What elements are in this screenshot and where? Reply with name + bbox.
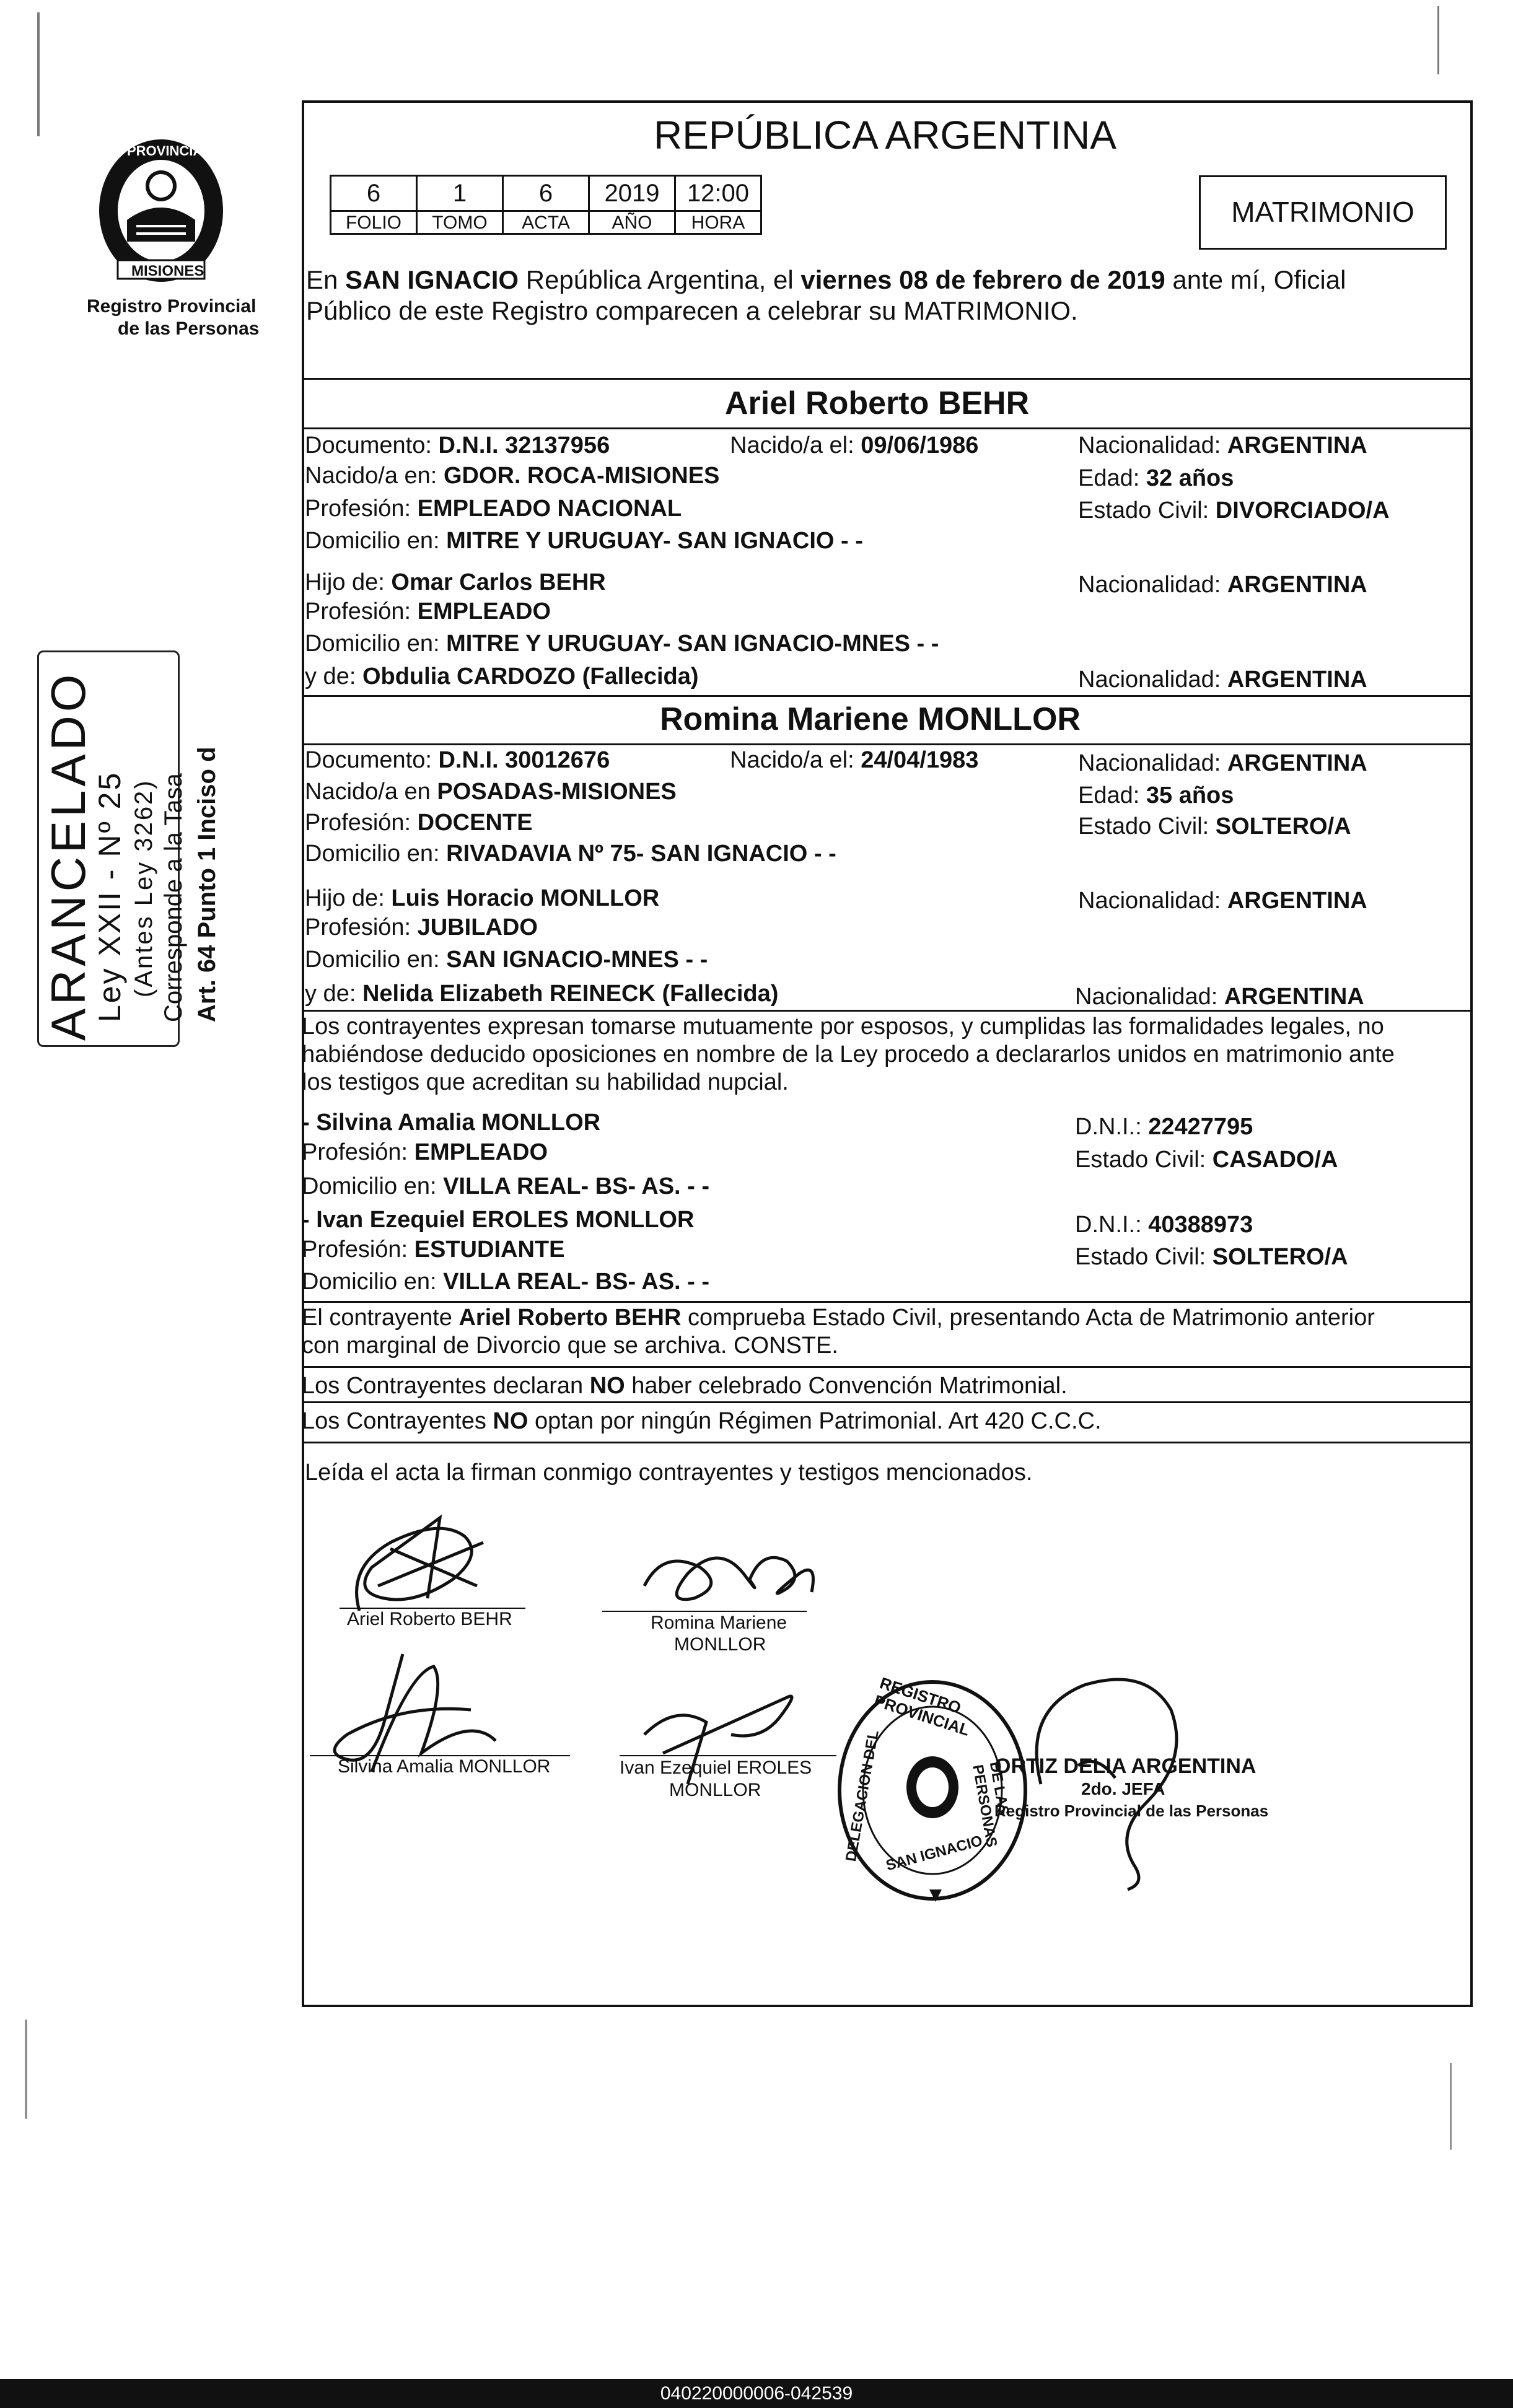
spouse1-father-address: Domicilio en: MITRE Y URUGUAY- SAN IGNACIO-MNES - - — [305, 631, 939, 657]
spouse2-father-address: Domicilio en: SAN IGNACIO-MNES - - — [305, 947, 708, 973]
spouse1-profession: Profesión: EMPLEADO NACIONAL — [305, 496, 682, 522]
margin-stamp — [25, 650, 223, 1047]
divorce-note-line-2: con marginal de Divorcio que se archiva. CONSTE. — [302, 1333, 838, 1359]
margin-stamp-line-2: Ley XXII - Nº 25 — [92, 771, 127, 1022]
divider — [302, 695, 1473, 697]
hora-value: 12:00 — [686, 180, 750, 207]
seal-label-center: SAN IGNACIO — [884, 1832, 985, 1875]
spouse2-birthdate: Nacido/a el: 24/04/1983 — [730, 747, 979, 773]
document-type-label: MATRIMONIO — [1231, 196, 1414, 228]
signature-official — [1004, 1660, 1190, 1896]
spouse1-birthplace: Nacido/a en: GDOR. ROCA-MISIONES — [305, 463, 720, 489]
spouse1-civil-status: Estado Civil: DIVORCIADO/A — [1078, 497, 1390, 523]
spouse1-father-nationality: Nacionalidad: ARGENTINA — [1078, 572, 1367, 598]
margin-stamp-line-4: Corresponde a la Tasa — [160, 773, 187, 1022]
ano-value: 2019 — [604, 180, 660, 207]
spouse2-father-nationality: Nacionalidad: ARGENTINA — [1078, 888, 1367, 914]
witness2-profession: Profesión: ESTUDIANTE — [302, 1237, 565, 1263]
spouse1-mother: y de: Obdulia CARDOZO (Fallecida) — [305, 663, 699, 690]
spouse1-age: Edad: 32 años — [1078, 465, 1234, 491]
spouse1-document: Documento: D.N.I. 32137956 — [305, 432, 610, 458]
footer-document-code: 040220000006-042539 — [0, 2379, 1513, 2408]
witness2-name: - Ivan Ezequiel EROLES MONLLOR — [302, 1207, 695, 1233]
divider — [302, 1366, 1473, 1368]
divider — [302, 1010, 1473, 1012]
scan-mark — [25, 2020, 27, 2119]
scan-mark — [37, 12, 40, 136]
seal-text-bottom: MISIONES — [131, 263, 204, 279]
margin-stamp-line-3: (Antes Ley 3262) — [130, 779, 157, 997]
spouse2-profession: Profesión: DOCENTE — [305, 810, 533, 836]
divider — [302, 1442, 1473, 1443]
logo-line-2: de las Personas — [118, 318, 260, 339]
hora-label: HORA — [674, 210, 762, 235]
acta-value: 6 — [538, 180, 553, 207]
spouse1-birthdate: Nacido/a el: 09/06/1986 — [730, 432, 979, 458]
witness1-civil-status: Estado Civil: CASADO/A — [1075, 1147, 1338, 1173]
acta-label: ACTA — [502, 210, 590, 235]
seal-label-top: REGISTRO PROVINCIAL — [872, 1673, 972, 1740]
margin-stamp-line-1: ARANCELADO — [41, 670, 95, 1041]
witness2-address: Domicilio en: VILLA REAL- BS- AS. - - — [302, 1269, 710, 1295]
seal-label-right: DE LAS PERSONAS — [969, 1760, 1012, 1849]
intro-line-2: Público de este Registro comparecen a celebrar su MATRIMONIO. — [306, 296, 1078, 325]
declaration-line-3: los testigos que acreditan su habilidad nupcial. — [302, 1069, 789, 1095]
folio-value: 6 — [366, 180, 381, 207]
province-seal-logo — [93, 133, 229, 294]
spouse2-mother: y de: Nelida Elizabeth REINECK (Fallecida) — [305, 981, 779, 1007]
tomo-label: TOMO — [416, 210, 504, 235]
document-type-box — [1199, 175, 1447, 250]
spouse1-mother-nationality: Nacionalidad: ARGENTINA — [1078, 667, 1367, 693]
convention-line: Los Contrayentes declaran NO haber celebrado Convención Matrimonial. — [302, 1373, 1068, 1399]
spouse2-father-profession: Profesión: JUBILADO — [305, 914, 538, 940]
tomo-value: 1 — [452, 180, 467, 207]
spouse1-address: Domicilio en: MITRE Y URUGUAY- SAN IGNACIO - - — [305, 528, 863, 554]
official-office: Registro Provincial de las Personas — [994, 1802, 1269, 1820]
witness2-dni: D.N.I.: 40388973 — [1075, 1212, 1253, 1238]
signature-ariel — [335, 1499, 508, 1623]
witness2-civil-status: Estado Civil: SOLTERO/A — [1075, 1244, 1348, 1270]
hora-box — [674, 175, 762, 212]
spouse2-name: Romina Mariene MONLLOR — [660, 701, 1081, 737]
spouse2-document: Documento: D.N.I. 30012676 — [305, 747, 610, 773]
divider — [302, 427, 1473, 429]
spouse2-nationality: Nacionalidad: ARGENTINA — [1078, 750, 1367, 776]
folio-label: FOLIO — [330, 210, 418, 235]
divider — [302, 1301, 1473, 1303]
page-title: REPÚBLICA ARGENTINA — [654, 113, 1116, 157]
spouse1-father: Hijo de: Omar Carlos BEHR — [305, 569, 606, 595]
patrimonial-regime-line: Los Contrayentes NO optan por ningún Régimen Patrimonial. Art 420 C.C.C. — [302, 1408, 1102, 1434]
signature-label-romina-1: Romina Mariene — [651, 1613, 787, 1633]
divider — [302, 1401, 1473, 1403]
signature-label-romina-2: MONLLOR — [674, 1634, 766, 1655]
signature-label-ivan-1: Ivan Ezequiel EROLES — [620, 1758, 812, 1778]
declaration-line-2: habiéndose deducido oposiciones en nombre de la Ley procedo a declararlos unidos en matrimonio ante — [302, 1041, 1395, 1067]
ano-box — [588, 175, 676, 212]
spouse1-name: Ariel Roberto BEHR — [725, 385, 1030, 421]
witness1-name: - Silvina Amalia MONLLOR — [302, 1110, 601, 1136]
divorce-note-line-1: El contrayente Ariel Roberto BEHR comprueba Estado Civil, presentando Acta de Matrimonio anterior — [302, 1305, 1375, 1331]
acta-box — [502, 175, 590, 212]
divider — [302, 378, 1473, 380]
signature-label-ariel: Ariel Roberto BEHR — [347, 1609, 512, 1629]
scan-mark — [1437, 6, 1439, 74]
spouse2-civil-status: Estado Civil: SOLTERO/A — [1078, 813, 1351, 839]
spouse2-father: Hijo de: Luis Horacio MONLLOR — [305, 885, 660, 911]
witness1-profession: Profesión: EMPLEADO — [302, 1139, 548, 1165]
signature-label-ivan-2: MONLLOR — [669, 1780, 761, 1800]
intro-line-1: En SAN IGNACIO República Argentina, el viernes 08 de febrero de 2019 ante mí, Oficial — [306, 265, 1346, 294]
official-title: 2do. JEFA — [1081, 1779, 1165, 1798]
logo-line-1: Registro Provincial — [87, 296, 257, 317]
spouse2-age: Edad: 35 años — [1078, 782, 1234, 808]
tomo-box — [416, 175, 504, 212]
spouse2-address: Domicilio en: RIVADAVIA Nº 75- SAN IGNACIO - - — [305, 841, 836, 867]
signature-line — [620, 1755, 836, 1756]
official-name: ORTIZ DELIA ARGENTINA — [994, 1754, 1256, 1778]
signature-line — [602, 1611, 807, 1612]
spouse2-mother-nationality: Nacionalidad: ARGENTINA — [1075, 984, 1364, 1010]
seal-label-left: DELEGACION DEL — [842, 1728, 882, 1863]
spouse1-nationality: Nacionalidad: ARGENTINA — [1078, 432, 1367, 458]
scan-mark — [1450, 2063, 1452, 2150]
signature-label-silvina: Silvina Amalia MONLLOR — [338, 1756, 551, 1777]
folio-box — [330, 175, 418, 212]
signature-romina — [638, 1536, 824, 1617]
spouse1-father-profession: Profesión: EMPLEADO — [305, 598, 551, 624]
ano-label: AÑO — [588, 210, 676, 235]
margin-stamp-line-5: Art. 64 Punto 1 Inciso d — [193, 746, 221, 1022]
declaration-line-1: Los contrayentes expresan tomarse mutuamente por esposos, y cumplidas las formalidades legales, no — [302, 1014, 1384, 1040]
witness1-address: Domicilio en: VILLA REAL- BS- AS. - - — [302, 1173, 710, 1199]
seal-text-top: PROVINCIA DE — [127, 143, 226, 159]
spouse2-birthplace: Nacido/a en POSADAS-MISIONES — [305, 779, 677, 805]
divider — [302, 743, 1473, 745]
closing-text: Leída el acta la firman conmigo contrayentes y testigos mencionados. — [305, 1460, 1033, 1486]
witness1-dni: D.N.I.: 22427795 — [1075, 1114, 1253, 1140]
